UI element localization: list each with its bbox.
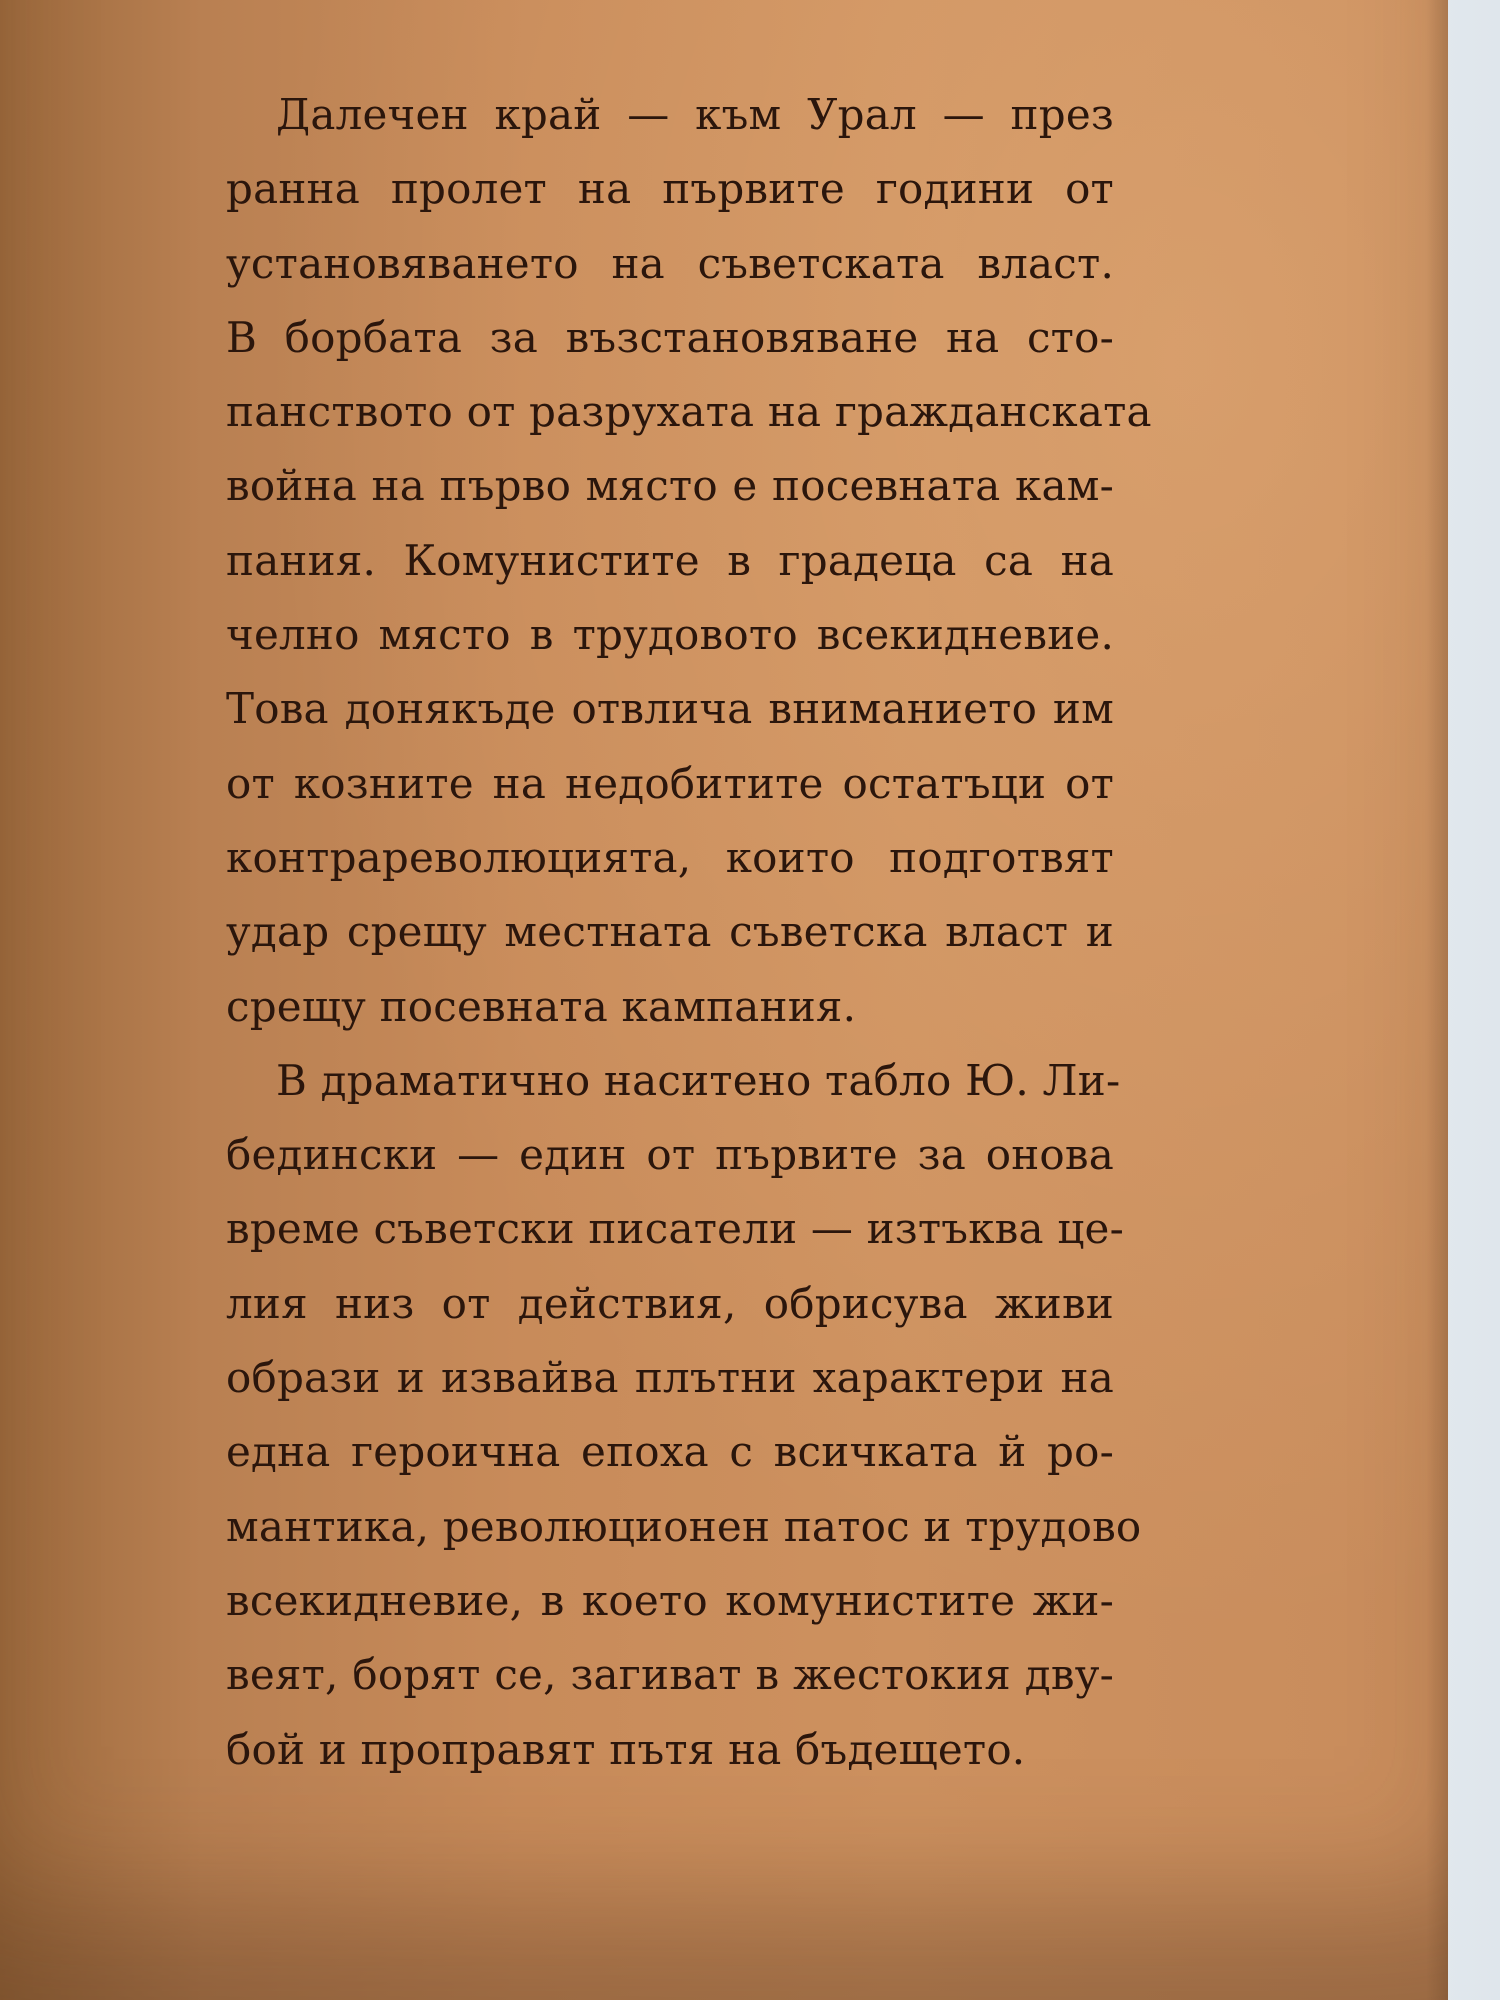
text-line: установяването на съветската власт. [226, 238, 1114, 288]
text-line: пания. Комунистите в градеца са на [226, 535, 1114, 585]
text-line: челно място в трудовото всекидневие. [226, 610, 1114, 660]
text-line: удар срещу местната съветска власт и [226, 907, 1114, 957]
text-line: война на първо място е посевната кам- [226, 461, 1114, 511]
text-line: срещу посевната кампания. [226, 981, 857, 1031]
text-line: мантика, революционен патос и трудово [226, 1501, 1142, 1551]
paragraph-2 [226, 1044, 1142, 1787]
text-line: Това донякъде отвлича вниманието им [226, 684, 1114, 734]
text-line: време съветски писатели — изтъква це- [226, 1204, 1124, 1254]
text-line: В борбата за възстановяване на сто- [226, 312, 1114, 362]
text-line: образи и извайва плътни характери на [226, 1353, 1114, 1403]
text-line: веят, борят се, загиват в жестокия дву- [226, 1650, 1114, 1700]
paragraph-1 [226, 78, 1152, 1044]
text-line: контрареволюцията, които подготвят [226, 832, 1114, 882]
text-block [226, 78, 1152, 1787]
text-line: панството от разрухата на гражданската [226, 387, 1152, 437]
text-line: всекидневие, в което комунистите жи- [226, 1575, 1114, 1625]
text-line: от козните на недобитите остатъци от [226, 758, 1114, 808]
text-line: Далечен край — към Урал — през [276, 90, 1114, 139]
text-line: ранна пролет на първите години от [226, 164, 1114, 214]
text-line: В драматично наситено табло Ю. Ли- [276, 1055, 1121, 1105]
text-line: лия низ от действия, обрисува живи [226, 1278, 1114, 1328]
text-line: бой и проправят пътя на бъдещето. [226, 1724, 1026, 1774]
text-line: една героична епоха с всичката й ро- [226, 1427, 1114, 1477]
text-line: бедински — един от първите за онова [226, 1130, 1114, 1180]
